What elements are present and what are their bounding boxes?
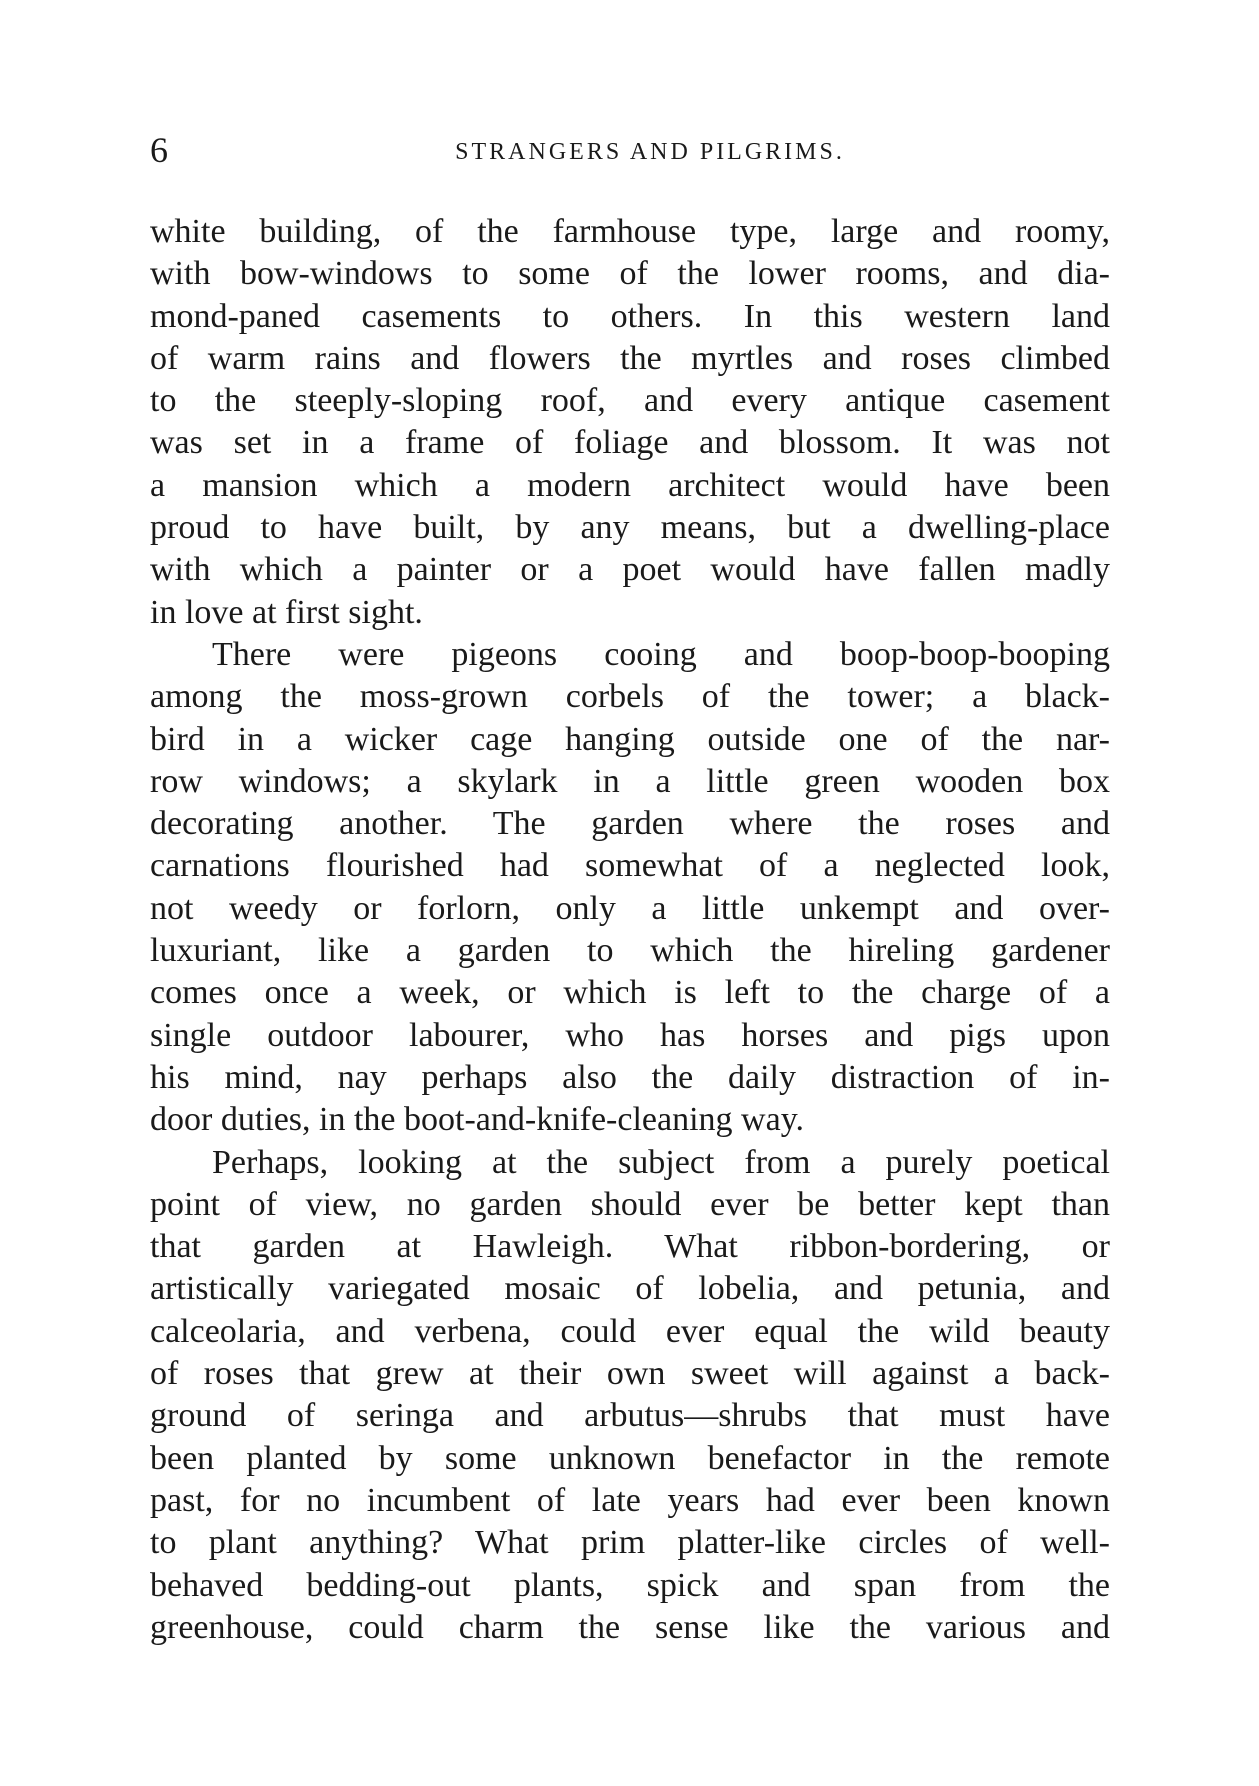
text-line: past, for no incumbent of late years had ever been known xyxy=(150,1481,1110,1519)
text-line: artistically variegated mosaic of lobelia, and petunia, and xyxy=(150,1270,1110,1308)
text-line: behaved bedding-out plants, spick and span from the xyxy=(150,1566,1110,1604)
text-line: bird in a wicker cage hanging outside one of the nar- xyxy=(150,720,1110,758)
text-line: was set in a frame of foliage and blossom. It was not xyxy=(150,424,1110,462)
text-line: with which a painter or a poet would have fallen madly xyxy=(150,551,1110,589)
text-line: Perhaps, looking at the subject from a purely poetical xyxy=(212,1143,1110,1181)
text-line: been planted by some unknown benefactor in the remote xyxy=(150,1439,1110,1477)
text-line: single outdoor labourer, who has horses and pigs upon xyxy=(150,1016,1110,1054)
text-line: in love at first sight. xyxy=(150,593,423,631)
text-line: row windows; a skylark in a little green wooden box xyxy=(150,762,1110,800)
text-line: carnations flourished had somewhat of a neglected look, xyxy=(150,847,1110,885)
text-line: calceolaria, and verbena, could ever equal the wild beauty xyxy=(150,1312,1110,1350)
text-line: to plant anything? What prim platter-like circles of well- xyxy=(150,1524,1110,1562)
text-line: luxuriant, like a garden to which the hireling gardener xyxy=(150,932,1110,970)
text-line: white building, of the farmhouse type, large and roomy, xyxy=(150,213,1110,250)
text-line: his mind, nay perhaps also the daily distraction of in- xyxy=(150,1058,1110,1096)
text-line: mond-paned casements to others. In this western land xyxy=(150,297,1110,335)
text-line: proud to have built, by any means, but a dwelling-place xyxy=(150,509,1110,547)
text-line: decorating another. The garden where the roses and xyxy=(150,805,1110,843)
text-line: among the moss-grown corbels of the tower; a black- xyxy=(150,678,1110,716)
text-line: comes once a week, or which is left to the charge of a xyxy=(150,974,1110,1012)
text-line: greenhouse, could charm the sense like the various and xyxy=(150,1608,1110,1646)
text-line: to the steeply-sloping roof, and every antique casement xyxy=(150,382,1110,420)
text-line: door duties, in the boot-and-knife-cleaning way. xyxy=(150,1101,804,1139)
text-line: that garden at Hawleigh. What ribbon-bordering, or xyxy=(150,1228,1110,1266)
text-line: ground of seringa and arbutus—shrubs that must have xyxy=(150,1397,1110,1435)
text-line: not weedy or forlorn, only a little unkempt and over- xyxy=(150,889,1110,927)
page-number: 6 xyxy=(150,130,168,170)
text-line: a mansion which a modern architect would have been xyxy=(150,466,1110,504)
text-line: of warm rains and flowers the myrtles and roses climbed xyxy=(150,339,1110,377)
running-head xyxy=(150,128,1110,172)
text-line: point of view, no garden should ever be better kept than xyxy=(150,1185,1110,1223)
text-line: of roses that grew at their own sweet will against a back- xyxy=(150,1355,1110,1393)
text-line: There were pigeons cooing and boop-boop-booping xyxy=(212,635,1110,673)
running-title: STRANGERS AND PILGRIMS. xyxy=(455,139,845,165)
body-text xyxy=(150,211,1110,1649)
text-line: with bow-windows to some of the lower rooms, and dia- xyxy=(150,255,1110,293)
